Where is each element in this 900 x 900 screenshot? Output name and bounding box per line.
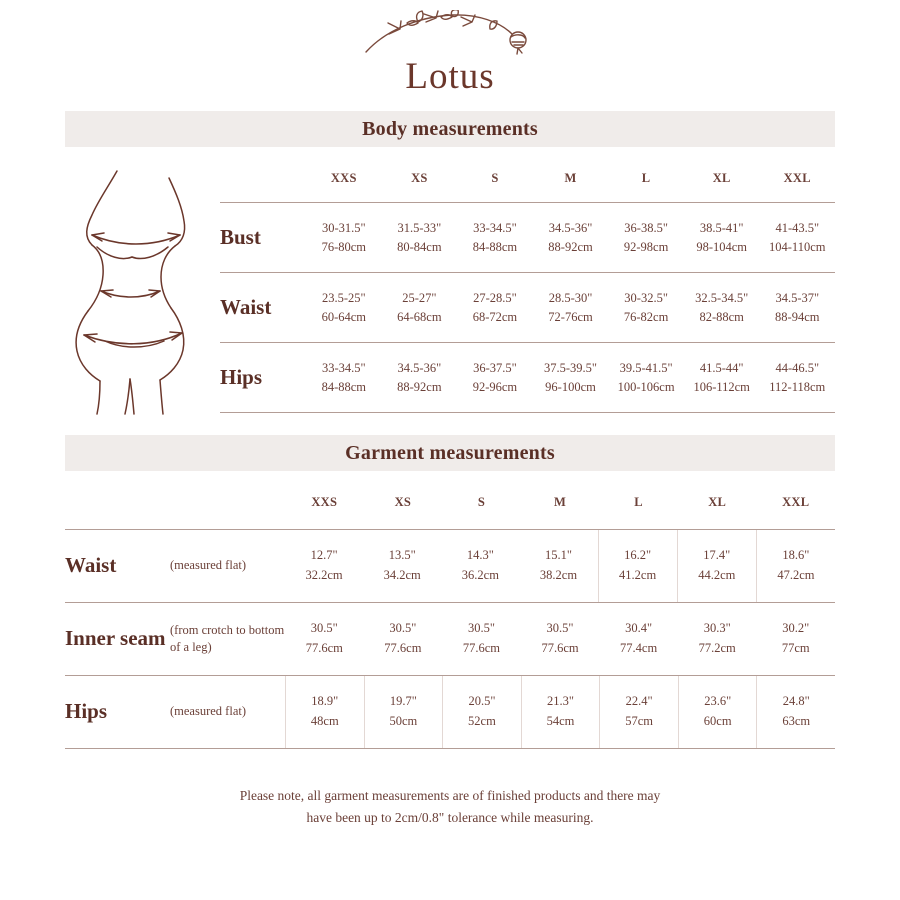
- body-size-header-xxs: XXS: [330, 171, 357, 185]
- value-cm: 72-76cm: [548, 309, 593, 324]
- table-cell: [382, 219, 458, 258]
- value-cm: 32.2cm: [305, 567, 343, 582]
- table-row: [220, 273, 835, 342]
- table-cell: [457, 289, 533, 328]
- table-row: [65, 603, 835, 675]
- value-inches: 34.5-36": [397, 360, 442, 375]
- value-cm: 82-88cm: [699, 309, 744, 324]
- body-row-label-waist: Waist: [220, 295, 272, 320]
- table-cell: [684, 359, 760, 398]
- table-cell: [759, 219, 835, 258]
- value-cm: 34.2cm: [383, 567, 421, 582]
- garment-size-header-xxs: XXS: [311, 495, 338, 510]
- body-size-header-xxl: XXL: [783, 171, 811, 185]
- table-cell: [599, 603, 678, 675]
- value-inches: 20.5": [468, 694, 496, 709]
- value-inches: 23.5-25": [321, 290, 366, 305]
- table-cell: [521, 603, 600, 675]
- value-cm: 96-100cm: [545, 379, 596, 394]
- table-cell: [677, 530, 756, 602]
- value-inches: 30.5": [467, 621, 495, 636]
- value-inches: 25-27": [402, 290, 437, 305]
- value-cm: 64-68cm: [397, 309, 442, 324]
- value-inches: 17.4": [703, 548, 731, 563]
- value-cm: 84-88cm: [321, 379, 366, 394]
- value-cm: 54cm: [546, 713, 575, 728]
- value-inches: 18.9": [311, 694, 339, 709]
- value-cm: 77.6cm: [541, 640, 579, 655]
- value-inches: 34.5-37": [775, 290, 820, 305]
- value-cm: 88-92cm: [397, 379, 442, 394]
- value-inches: 12.7": [310, 548, 338, 563]
- value-inches: 22.4": [625, 694, 653, 709]
- garment-measurements-table: [65, 471, 835, 748]
- value-cm: 80-84cm: [397, 239, 442, 254]
- body-size-header-spacer: [220, 169, 306, 188]
- value-cm: 50cm: [389, 713, 418, 728]
- value-cm: 44.2cm: [698, 567, 736, 582]
- body-row-label-bust: Bust: [220, 225, 261, 250]
- table-cell: [678, 676, 757, 748]
- table-cell: [608, 359, 684, 398]
- branch-rose-icon: [360, 10, 540, 56]
- garment-measurements-section: [0, 435, 900, 748]
- value-inches: 14.3": [466, 548, 494, 563]
- brand-name: Lotus: [405, 56, 495, 97]
- value-inches: 30.2": [782, 621, 810, 636]
- table-row: [220, 203, 835, 272]
- garment-size-header-xs: XS: [394, 495, 412, 510]
- garment-size-header-l: L: [634, 495, 643, 510]
- value-inches: 39.5-41.5": [619, 360, 673, 375]
- value-inches: 30.5": [310, 621, 338, 636]
- table-cell: [306, 359, 382, 398]
- table-cell: [608, 289, 684, 328]
- value-inches: 15.1": [545, 548, 572, 563]
- body-size-header-m: M: [564, 171, 577, 185]
- body-measurements-table: [220, 151, 835, 413]
- body-size-header-s: S: [491, 171, 499, 185]
- body-size-header-l: L: [641, 171, 651, 185]
- value-cm: 77.4cm: [620, 640, 658, 655]
- garment-row-label-waist: Waist: [65, 552, 117, 577]
- value-inches: 28.5-30": [548, 290, 593, 305]
- value-inches: 21.3": [547, 694, 575, 709]
- value-inches: 30.4": [625, 621, 653, 636]
- value-inches: 13.5": [388, 548, 416, 563]
- table-cell: [364, 676, 443, 748]
- body-size-header-xl: XL: [712, 171, 731, 185]
- value-cm: 77.2cm: [698, 640, 736, 655]
- value-cm: 60-64cm: [321, 309, 366, 324]
- value-inches: 27-28.5": [473, 290, 517, 305]
- value-inches: 30.3": [703, 621, 731, 636]
- table-row: [65, 676, 835, 748]
- footnote-line-2: have been up to 2cm/0.8" tolerance while measuring.: [306, 810, 594, 826]
- table-cell: [678, 603, 757, 675]
- table-cell: [684, 219, 760, 258]
- table-cell: [442, 676, 521, 748]
- value-cm: 76-82cm: [623, 309, 669, 324]
- table-cell: [608, 219, 684, 258]
- body-measurements-section: [0, 151, 900, 413]
- value-cm: 47.2cm: [777, 567, 815, 582]
- table-cell: [756, 676, 835, 748]
- body-size-header-row: [220, 151, 835, 202]
- value-inches: 38.5-41": [699, 220, 744, 235]
- value-inches: 37.5-39.5": [544, 360, 598, 375]
- table-cell: [364, 603, 443, 675]
- value-inches: 33-34.5": [473, 220, 517, 235]
- value-cm: 77cm: [781, 640, 810, 655]
- table-cell: [684, 289, 760, 328]
- value-inches: 23.6": [704, 694, 732, 709]
- measurement-tolerance-note: [0, 785, 900, 830]
- value-inches: 30-31.5": [321, 220, 366, 235]
- value-cm: 77.6cm: [305, 640, 343, 655]
- table-cell: [759, 289, 835, 328]
- table-cell: [285, 676, 364, 748]
- garment-size-header-xxl: XXL: [782, 495, 810, 510]
- value-cm: 88-94cm: [775, 309, 820, 324]
- value-cm: 57cm: [625, 713, 653, 728]
- garment-size-header-xl: XL: [708, 495, 727, 510]
- table-cell: [363, 530, 441, 602]
- garment-table-rule-bottom: [65, 748, 835, 749]
- body-size-header-xs: XS: [411, 171, 428, 185]
- value-inches: 36-38.5": [624, 220, 668, 235]
- value-inches: 32.5-34.5": [695, 290, 749, 305]
- value-inches: 36-37.5": [473, 360, 517, 375]
- body-row-label-hips: Hips: [220, 365, 263, 390]
- table-cell: [521, 676, 600, 748]
- value-inches: 41-43.5": [775, 220, 820, 235]
- female-torso-measurement-illustration: [70, 165, 220, 415]
- table-cell: [382, 289, 458, 328]
- table-cell: [441, 530, 519, 602]
- value-cm: 92-98cm: [623, 239, 669, 254]
- table-row: [65, 530, 835, 602]
- table-cell: [598, 530, 677, 602]
- table-cell: [759, 359, 835, 398]
- value-cm: 68-72cm: [472, 309, 518, 324]
- garment-measurements-title: Garment measurements: [65, 435, 835, 471]
- table-cell: [756, 603, 835, 675]
- value-inches: 30-32.5": [624, 290, 668, 305]
- brand-header: [0, 0, 900, 95]
- garment-row-note-inner-seam: (from crotch to bottom of a leg): [170, 622, 285, 654]
- table-cell: [285, 530, 363, 602]
- body-table-rule-bottom: [220, 412, 835, 413]
- value-inches: 19.7": [389, 694, 417, 709]
- value-cm: 92-96cm: [472, 379, 518, 394]
- value-inches: 33-34.5": [321, 360, 366, 375]
- table-cell: [285, 603, 364, 675]
- table-cell: [306, 219, 382, 258]
- value-cm: 106-112cm: [693, 379, 750, 394]
- table-cell: [306, 289, 382, 328]
- garment-size-header-spacer: [65, 493, 170, 512]
- value-cm: 63cm: [782, 713, 811, 728]
- value-cm: 76-80cm: [321, 239, 366, 254]
- value-cm: 36.2cm: [461, 567, 499, 582]
- value-inches: 18.6": [782, 548, 810, 563]
- garment-row-label-inner-seam: Inner seam: [65, 625, 166, 650]
- garment-row-note-waist: (measured flat): [170, 558, 247, 573]
- table-cell: [442, 603, 521, 675]
- value-inches: 30.5": [546, 621, 574, 636]
- value-inches: 44-46.5": [775, 360, 820, 375]
- table-cell: [519, 530, 597, 602]
- value-inches: 41.5-44": [699, 360, 744, 375]
- value-cm: 48cm: [310, 713, 339, 728]
- garment-row-label-hips: Hips: [65, 698, 108, 723]
- value-cm: 100-106cm: [617, 379, 675, 394]
- value-cm: 88-92cm: [548, 239, 593, 254]
- value-inches: 31.5-33": [397, 220, 442, 235]
- value-cm: 84-88cm: [472, 239, 518, 254]
- value-cm: 77.6cm: [384, 640, 422, 655]
- garment-size-header-row: [65, 471, 835, 528]
- value-cm: 77.6cm: [462, 640, 501, 655]
- body-measurements-title: Body measurements: [65, 111, 835, 147]
- table-cell: [533, 289, 609, 328]
- value-cm: 60cm: [703, 713, 732, 728]
- garment-row-note-hips: (measured flat): [170, 704, 247, 719]
- table-cell: [382, 359, 458, 398]
- garment-size-header-m: M: [553, 495, 567, 510]
- value-cm: 104-110cm: [769, 239, 826, 254]
- table-cell: [599, 676, 678, 748]
- table-cell: [533, 219, 609, 258]
- value-inches: 16.2": [624, 548, 652, 563]
- table-cell: [457, 219, 533, 258]
- garment-size-header-s: S: [477, 495, 486, 510]
- value-inches: 24.8": [782, 694, 810, 709]
- table-row: [220, 343, 835, 412]
- value-cm: 112-118cm: [769, 379, 826, 394]
- table-cell: [533, 359, 609, 398]
- table-cell: [756, 530, 835, 602]
- value-cm: 98-104cm: [696, 239, 748, 254]
- value-cm: 38.2cm: [539, 567, 578, 582]
- garment-size-header-note-spacer: [170, 493, 285, 512]
- value-cm: 52cm: [468, 713, 496, 728]
- table-cell: [457, 359, 533, 398]
- value-inches: 30.5": [389, 621, 417, 636]
- footnote-line-1: Please note, all garment measurements are of finished products and there may: [239, 787, 661, 803]
- value-inches: 34.5-36": [548, 220, 593, 235]
- value-cm: 41.2cm: [619, 567, 657, 582]
